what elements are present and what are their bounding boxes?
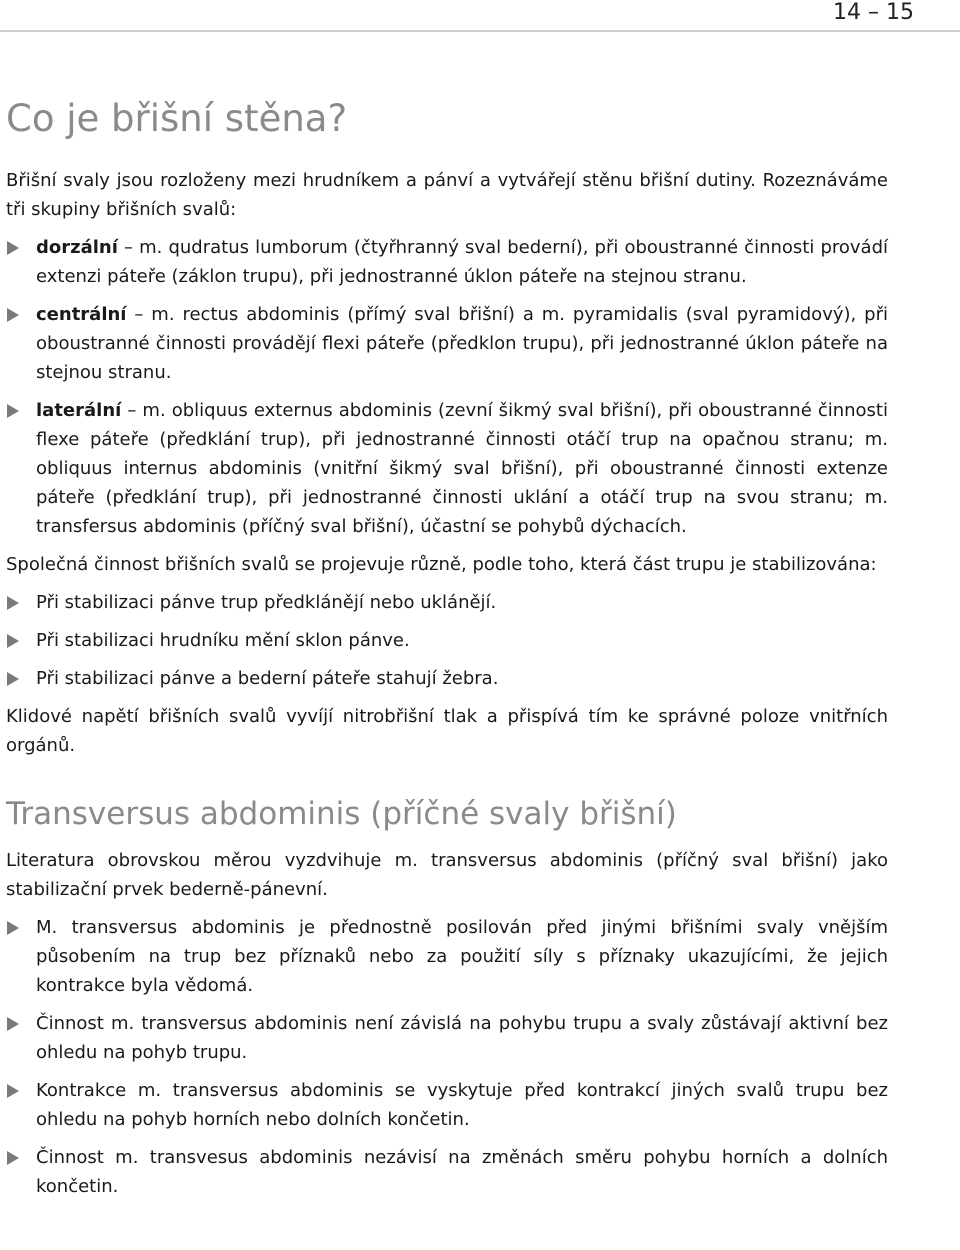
bullet-triangle-icon [7,1084,19,1098]
list-item [6,626,888,655]
list-item-text: Při stabilizaci hrudníku mění sklon pánve. [36,630,410,651]
bullet-triangle-icon [7,1151,19,1165]
bullet-triangle-icon [7,596,19,610]
list-item [6,1009,888,1067]
group-term: laterální [36,400,122,421]
bullet-triangle-icon [7,1017,19,1031]
group-description: – m. qudratus lumborum (čtyřhranný sval bederní), při oboustranné činnosti provádí extenzi páteře (záklon trupu), při jednostranné úklon páteře na stejnou stranu. [36,237,888,287]
bullet-triangle-icon [7,634,19,648]
list-item [6,913,888,1000]
list-item [6,1076,888,1134]
bullet-triangle-icon [7,308,19,322]
list-item-text: M. transversus abdominis je přednostně posilován před jinými břišními svaly vnějším působením na trup bez příznaků nebo za použití síly s příznaky ukazujícími, že jejich kontrakce byla vědomá. [36,917,888,996]
document-body [6,96,888,1210]
bullet-triangle-icon [7,241,19,255]
list-item [6,1143,888,1201]
bullet-triangle-icon [7,672,19,686]
literature-paragraph: Literatura obrovskou měrou vyzdvihuje m. transversus abdominis (příčný sval břišní) jako stabilizační prvek bederně-pánevní. [6,850,888,900]
list-item [6,396,888,541]
bullet-triangle-icon [7,404,19,418]
list-item-text: Činnost m. transvesus abdominis nezávisí na změnách směru pohybu horních a dolních končetin. [36,1147,888,1197]
section-heading: Co je břišní stěna? [6,97,348,140]
list-item-text: Při stabilizaci pánve a bederní páteře stahují žebra. [36,668,499,689]
group-description: – m. obliquus externus abdominis (zevní šikmý sval břišní), při oboustranné činnosti flexe páteře (předklání trup), při jednostranné činnosti otáčí trup na opačnou stranu; m. obliquus internus abdominis (vnitřní šikmý sval břišní), při oboustranné činnosti extenze páteře (předklání trup), při jednostranné činnosti uklání a otáčí trup na svou stranu; m. transfersus abdominis (příčný sval břišní), účastní se pohybů dýchacích. [36,400,888,537]
list-item [6,664,888,693]
list-item [6,233,888,291]
transversus-list [6,913,888,1201]
group-term: centrální [36,304,127,325]
subsection-heading: Transversus abdominis (příčné svaly břišní) [6,796,677,832]
group-description: – m. rectus abdominis (přímý sval břišní) a m. pyramidalis (sval pyramidový), při oboustranné činnosti provádějí flexi páteře (předklon trupu), při jednostranné úklon páteře na stejnou stranu. [36,304,888,383]
list-item [6,588,888,617]
tension-paragraph: Klidové napětí břišních svalů vyvíjí nitrobřišní tlak a přispívá tím ke správné poloze vnitřních orgánů. [6,706,888,756]
group-term: dorzální [36,237,118,258]
list-item-text: Činnost m. transversus abdominis není závislá na pohybu trupu a svaly zůstávají aktivní bez ohledu na pohyb trupu. [36,1013,888,1063]
list-item-text: Při stabilizaci pánve trup předklánějí nebo uklánějí. [36,592,497,613]
common-activity-paragraph: Společná činnost břišních svalů se projevuje různě, podle toho, která část trupu je stabilizována: [6,554,877,575]
header-divider [0,30,960,32]
stabilization-list [6,588,888,693]
intro-paragraph: Břišní svaly jsou rozloženy mezi hrudníkem a pánví a vytvářejí stěnu břišní dutiny. Rozeznáváme tři skupiny břišních svalů: [6,170,888,220]
page-number: 14 – 15 [833,0,914,25]
list-item [6,300,888,387]
bullet-triangle-icon [7,921,19,935]
muscle-groups-list [6,233,888,541]
list-item-text: Kontrakce m. transversus abdominis se vyskytuje před kontrakcí jiných svalů trupu bez ohledu na pohyb horních nebo dolních končetin. [36,1080,888,1130]
